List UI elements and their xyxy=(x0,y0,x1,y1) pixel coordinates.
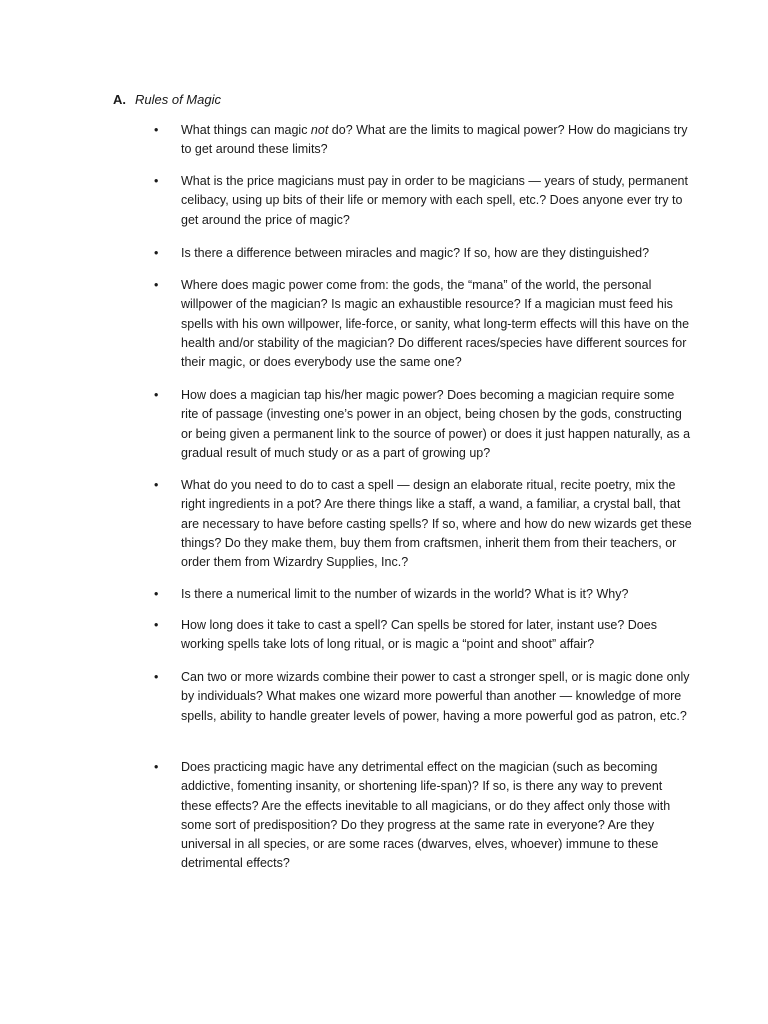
bullet-icon: • xyxy=(154,618,159,632)
list-item xyxy=(154,244,694,263)
list-item-text: Is there a numerical limit to the number of wizards in the world? What is it? Why? xyxy=(181,587,629,601)
list-item xyxy=(154,386,694,463)
list-item xyxy=(154,172,694,230)
list-item-text xyxy=(181,121,694,160)
list-item-text-part: What things can magic xyxy=(181,123,311,137)
list-item xyxy=(154,758,694,874)
bullet-icon: • xyxy=(154,478,159,492)
bullet-icon: • xyxy=(154,587,159,601)
bullet-icon: • xyxy=(154,670,159,684)
section-heading xyxy=(113,90,221,109)
list-item-text: Does practicing magic have any detrimental effect on the magician (such as becoming addictive, fomenting insanity, or shortening life-span)? If so, is there any way to prevent these effects? Are the effects inevitable to all magicians, or do they affect only those with some sort of predisposition? Do they progress at the same rate in everyone? Are they universal in all species, or are some races (dwarves, elves, whoever) immune to these detrimental effects? xyxy=(181,760,671,871)
list-item-text: What is the price magicians must pay in order to be magicians — years of study, permanent celibacy, using up bits of their life or memory with each spell, etc.? Does anyone ever try to get around the price of magic? xyxy=(181,174,688,227)
list-item xyxy=(154,276,694,372)
list-item-text: Is there a difference between miracles and magic? If so, how are they distinguished? xyxy=(181,246,650,260)
list-item xyxy=(154,616,694,655)
bullet-icon: • xyxy=(154,388,159,402)
bullet-icon: • xyxy=(154,174,159,188)
list-item xyxy=(154,585,694,604)
list-item-text: Can two or more wizards combine their power to cast a stronger spell, or is magic done only by individuals? What makes one wizard more powerful than another — knowledge of more spells, ability to handle greater levels of power, having a more powerful god as patron, etc.? xyxy=(181,670,690,723)
list-item-text: What do you need to do to cast a spell — design an elaborate ritual, recite poetry, mix the right ingredients in a pot? Are there things like a staff, a wand, a familiar, a crystal ball, that are necessary to have before casting spells? If so, where and how do new wizards get these things? Do they make them, buy them from craftsmen, inherit them from their teachers, or order them from Wizardry Supplies, Inc.? xyxy=(181,478,692,570)
list-item xyxy=(154,668,694,726)
bullet-icon: • xyxy=(154,123,159,137)
bullet-icon: • xyxy=(154,246,159,260)
list-item-text-part: do? What are the limits to magical power? How do magicians try to get around these limits? xyxy=(181,123,688,157)
list-item xyxy=(154,121,694,160)
bullet-icon: • xyxy=(154,760,159,774)
emphasis-text: not xyxy=(310,123,329,137)
section-title: Rules of Magic xyxy=(135,92,221,107)
section-letter: A. xyxy=(113,92,126,107)
list-item-text: How long does it take to cast a spell? Can spells be stored for later, instant use? Does working spells take lots of long ritual, or is magic a “point and shoot” affair? xyxy=(181,618,657,652)
bullet-icon: • xyxy=(154,278,159,292)
list-item-text: How does a magician tap his/her magic power? Does becoming a magician require some rite of passage (investing one’s power in an object, being chosen by the gods, constructing or being given a permanent link to the source of power) or does it just happen naturally, as a gradual result of much study or as a part of growing up? xyxy=(181,388,691,460)
list-item-text: Where does magic power come from: the gods, the “mana” of the world, the personal willpower of the magician? Is magic an exhaustible resource? If a magician must feed his spells with his own willpower, life-force, or sanity, what long-term effects will this have on the health and/or stability of the magician? Do different races/species have different sources for their magic, or does everybody use the same one? xyxy=(181,278,690,370)
list-item xyxy=(154,476,694,572)
